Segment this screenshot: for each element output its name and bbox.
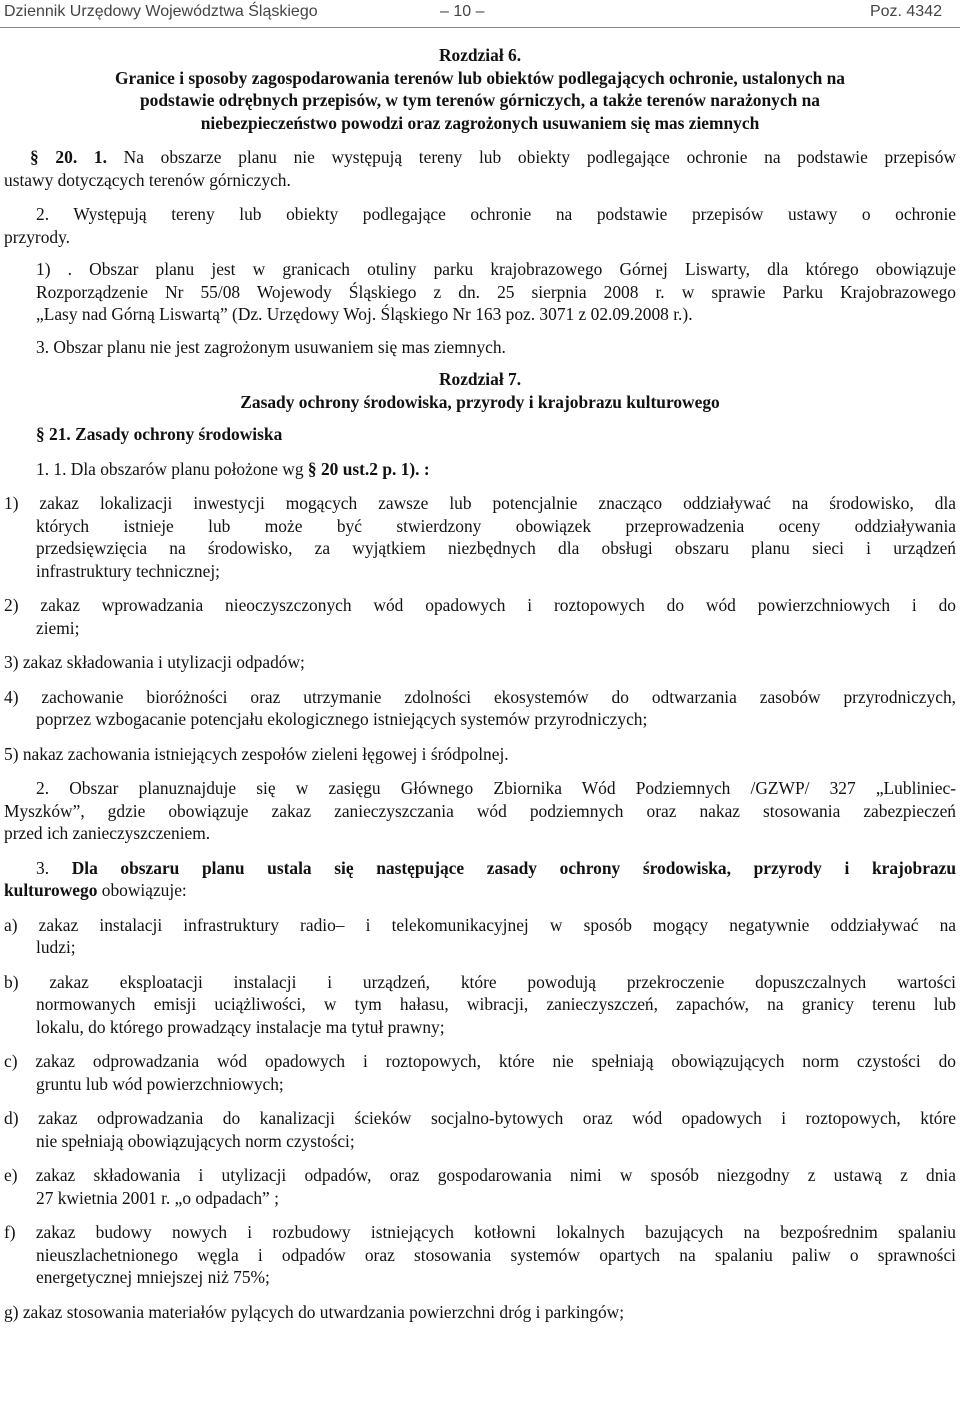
chapter-7-heading: Zasady ochrony środowiska, przyrody i krajobrazu kulturowego [240,391,720,412]
s21-rule-line: d) zakaz odprowadzania do kanalizacji ścieków socjalno-bytowych oraz wód opadowych i roztopowych, które [4,1108,956,1128]
s21-p3-bold-text: Dla obszaru planu ustala się następujące zasady ochrony środowiska, przyrody i krajobrazu [71,857,957,878]
s21-p3-bold-text: kulturowego [4,880,98,900]
s21-intro [4,458,956,481]
s21-item-line: 1) zakaz lokalizacji inwestycji mogących zawsze lub potencjalnie znacząco oddziaływać na środowisko, dla [4,493,956,513]
chapter-6-heading-line: niebezpieczeństwo powodzi oraz zagrożonych usuwaniem się mas ziemnych [200,112,760,133]
s21-paragraph-3 [4,857,956,902]
s20-paragraph-3 [4,258,956,326]
s21-rule-a [4,914,956,959]
s21-item-2 [4,594,956,639]
s21-item-4 [4,686,956,731]
s21-rule-f [4,1221,956,1289]
s21-rule-b [4,971,956,1039]
s21-title: § 21. Zasady ochrony środowiska [36,424,283,444]
s21-p2-line: Myszków”, gdzie obowiązuje zakaz zanieczyszczania wód podziemnych oraz nakaz stosowania zabezpieczeń [4,800,956,821]
s21-rule-line: nieuszlachetnionego węgla i odpadów oraz stosowania systemów opartych na spalaniu paliw o sprawności [36,1244,956,1265]
chapter-6-heading-line: podstawie odrębnych przepisów, w tym terenów górniczych, a także terenów narażonych na [140,90,820,110]
s21-item-3: 3) zakaz składowania i utylizacji odpadów; [4,652,305,672]
header-journal-title: Dziennik Urzędowy Województwa Śląskiego [4,3,318,20]
s21-rule-line: c) zakaz odprowadzania wód opadowych i roztopowych, które nie spełniają obowiązujących norm czystości do [4,1051,956,1071]
s21-rule-g: g) zakaz stosowania materiałów pylących do utwardzania powierzchni dróg i parkingów; [4,1301,625,1322]
s20-p2-line: 2. Występują tereny lub obiekty podlegające ochronie na podstawie przepisów ustawy o ochronie [36,204,956,224]
s20-p3-line: Rozporządzenie Nr 55/08 Wojewody Śląskiego z dn. 25 sierpnia 2008 r. w sprawie Parku Krajobrazowego [36,281,956,302]
s21-rule-line: a) zakaz instalacji infrastruktury radio– i telekomunikacyjnej w sposób mogący negatywnie oddziaływać na [4,914,956,935]
s21-intro-reference: § 20 ust.2 p. 1). : [307,458,430,479]
s21-rule-c [4,1050,956,1095]
s21-p2-line: 2. Obszar planuznajduje się w zasięgu Głównego Zbiornika Wód Podziemnych /GZWP/ 327 „Lubliniec- [36,778,956,798]
header-page-number: – 10 – [440,3,485,20]
s20-p1-line: Na obszarze planu nie występują tereny lub obiekty podlegające ochronie na podstawie przepisów [106,147,957,167]
s20-p1-line: ustawy dotyczących terenów górniczych. [4,169,291,190]
s21-item-line: 2) zakaz wprowadzania nieoczyszczonych wód opadowych i roztopowych do wód powierzchniowych i do [4,595,956,615]
s21-item-line: 4) zachowanie bioróżności oraz utrzymanie zdolności ekosystemów do odtwarzania zasobów przyrodniczych, [4,686,956,707]
chapter-6-heading [4,67,956,135]
s21-item-line: infrastruktury technicznej; [36,560,220,581]
s20-paragraph-1 [4,146,956,191]
chapter-6-title: Rozdział 6. [438,45,522,65]
s20-paragraph-4: 3. Obszar planu nie jest zagrożonym usuwaniem się mas ziemnych. [36,336,506,357]
s21-item-5: 5) nakaz zachowania istniejących zespołów zieleni łęgowej i śródpolnej. [4,743,509,764]
s21-p3-number: 3. [36,857,72,878]
s20-p3-line: 1) . Obszar planu jest w granicach otuliny parku krajobrazowego Górnej Liswarty, dla którego obowiązuje [36,259,956,279]
s21-paragraph-2 [4,777,956,845]
header-divider [0,27,960,28]
s20-paragraph-2 [4,203,956,248]
s21-p3-text: obowiązuje: [97,880,187,900]
s21-rule-line: energetycznej mniejszej niż 75%; [36,1267,270,1287]
s21-item-line: ziemi; [36,617,80,638]
s21-item-1 [4,492,956,582]
s20-p3-line: „Lasy nad Górną Liswartą” (Dz. Urzędowy Woj. Śląskiego Nr 163 poz. 3071 z 02.09.2008 r.). [36,304,693,324]
s21-rule-line: f) zakaz budowy nowych i rozbudowy istniejących kotłowni lokalnych bazujących na bezpośrednim spalaniu [4,1222,956,1242]
s20-p2-line: przyrody. [4,226,70,247]
s21-rule-line: normowanych emisji uciążliwości, w tym hałasu, wibracji, zanieczyszczeń, zapachów, na granicy terenu lub [36,994,956,1014]
s21-rule-line: gruntu lub wód powierzchniowych; [36,1073,284,1094]
s21-rule-line: lokalu, do którego prowadzący instalacje ma tytuł prawny; [36,1016,445,1037]
s21-item-line: których istnieje lub może być stwierdzony obowiązek przeprowadzenia oceny oddziaływania [36,515,956,536]
s21-rule-e [4,1164,956,1209]
s21-rule-line: ludzi; [36,937,76,957]
s21-rule-line: e) zakaz składowania i utylizacji odpadów, oraz gospodarowania nimi w sposób niezgodny z ustawą z dnia [4,1165,956,1185]
s20-symbol: § 20. 1. [30,147,107,167]
s21-rule-line: b) zakaz eksploatacji instalacji i urządzeń, które powodują przekroczenie dopuszczalnych wartości [4,971,956,992]
s21-rule-line: 27 kwietnia 2001 r. „o odpadach” ; [36,1187,279,1208]
s21-rule-line: nie spełniają obowiązujących norm czystości; [36,1130,355,1151]
header-position: Poz. 4342 [869,3,942,20]
s21-rule-d [4,1107,956,1152]
s21-p2-line: przed ich zanieczyszczeniem. [4,823,211,843]
s21-intro-text: 1. 1. Dla obszarów planu położone wg [36,458,308,479]
chapter-6-heading-line: Granice i sposoby zagospodarowania terenów lub obiektów podlegających ochronie, ustalonych na [115,67,845,88]
document-body [4,44,956,1323]
s21-item-line: przedsięwzięcia na środowisko, za wyjątkiem niezbędnych dla obsługi obszaru planu sieci i urządzeń [36,538,956,558]
s21-item-line: poprzez wzbogacanie potencjału ekologicznego istniejących systemów przyrodniczych; [36,709,648,729]
chapter-7-title: Rozdział 7. [438,369,522,389]
